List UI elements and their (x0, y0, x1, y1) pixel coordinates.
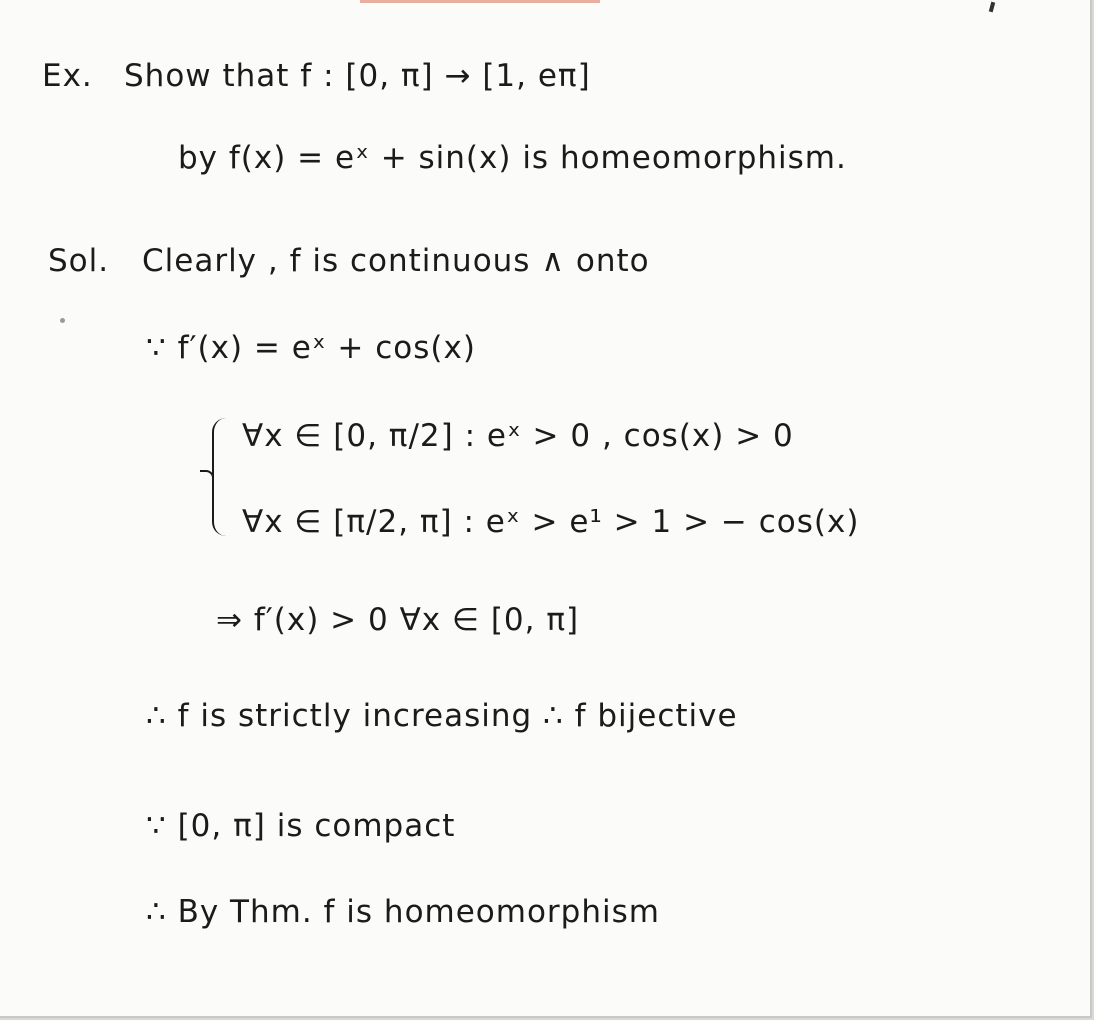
case-line-2: ∀x ∈ [π/2, π] : eˣ > e¹ > 1 > − cos(x) (242, 504, 860, 540)
solution-line: ∵ f′(x) = eˣ + cos(x) (146, 330, 476, 366)
problem-line-1: Show that f : [0, π] → [1, eπ] (124, 58, 591, 94)
problem-line-2: by f(x) = eˣ + sin(x) is homeomorphism. (178, 140, 847, 176)
solution-line: Clearly , f is continuous ∧ onto (142, 243, 650, 279)
solution-line: ⇒ f′(x) > 0 ∀x ∈ [0, π] (216, 602, 580, 638)
solution-line: ∵ [0, π] is compact (146, 808, 456, 844)
solution-line: ∴ f is strictly increasing ∴ f bijective (146, 698, 738, 734)
case-line-1: ∀x ∈ [0, π/2] : eˣ > 0 , cos(x) > 0 (242, 418, 794, 454)
page-top-edge (360, 0, 600, 3)
solution-label: Sol. (48, 243, 110, 279)
pen-mark (989, 2, 995, 13)
pen-dot (60, 318, 65, 323)
case-brace (212, 418, 236, 536)
example-label: Ex. (42, 58, 93, 94)
solution-line: ∴ By Thm. f is homeomorphism (146, 894, 660, 930)
